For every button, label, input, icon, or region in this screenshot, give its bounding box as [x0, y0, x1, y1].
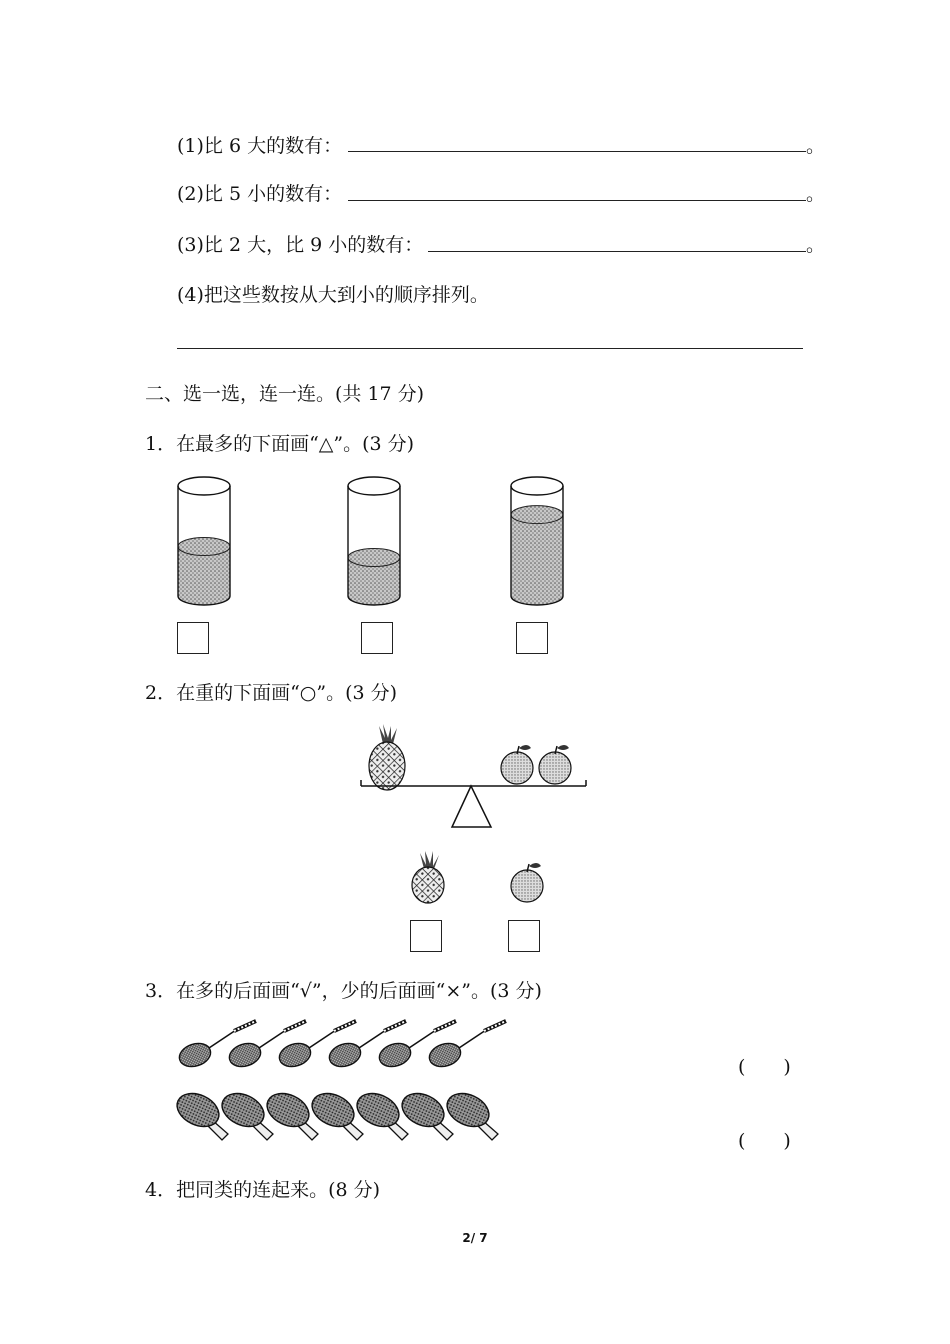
- badminton-rackets-row: [172, 1018, 512, 1072]
- ping-pong-paddle-icon: [172, 1087, 228, 1140]
- question-2-text: 2．在重的下面画“○”。(3 分): [145, 682, 398, 704]
- pineapple-icon: [408, 847, 448, 903]
- item-4-label: (4)把这些数按从大到小的顺序排列。: [177, 284, 489, 306]
- apple-icon: [501, 745, 533, 784]
- racket-answer-paren[interactable]: ( ): [738, 1056, 791, 1078]
- question-4-text: 4．把同类的连起来。(8 分): [145, 1179, 381, 1201]
- item-3-answer-blank[interactable]: [428, 251, 806, 252]
- item-2-end: 。: [806, 183, 826, 205]
- apple-icon: [539, 745, 571, 784]
- question-1-text: 1．在最多的下面画“△”。(3 分): [145, 433, 415, 455]
- page-number: 2/ 7: [462, 1231, 488, 1245]
- section-two-heading: 二、选一选，连一连。(共 17 分): [145, 383, 425, 405]
- cups-figure: [170, 474, 590, 604]
- apple-icon: [507, 864, 547, 904]
- question-3-text: 3．在多的后面画“√”，少的后面画“×”。(3 分): [145, 980, 542, 1002]
- pineapple-icon: [369, 724, 405, 790]
- apple-answer-box[interactable]: [508, 920, 540, 952]
- item-2-answer-blank[interactable]: [348, 200, 806, 201]
- balance-scale: [355, 720, 595, 830]
- pineapple-answer-box[interactable]: [410, 920, 442, 952]
- item-3-end: 。: [806, 234, 826, 256]
- glass-cup: [348, 477, 400, 605]
- cup-3-answer-box[interactable]: [516, 622, 548, 654]
- cup-1-answer-box[interactable]: [177, 622, 209, 654]
- item-2-label: (2)比 5 小的数有：: [177, 183, 343, 205]
- ping-pong-paddles-row: [172, 1090, 512, 1150]
- item-3-label: (3)比 2 大，比 9 小的数有：: [177, 234, 424, 256]
- item-4-answer-blank[interactable]: [177, 348, 803, 349]
- item-1-end: 。: [806, 135, 826, 157]
- glass-cup: [511, 477, 563, 605]
- glass-cup: [178, 477, 230, 605]
- paddle-answer-paren[interactable]: ( ): [738, 1130, 791, 1152]
- item-1-label: (1)比 6 大的数有：: [177, 135, 343, 157]
- item-1-answer-blank[interactable]: [348, 151, 806, 152]
- cup-2-answer-box[interactable]: [361, 622, 393, 654]
